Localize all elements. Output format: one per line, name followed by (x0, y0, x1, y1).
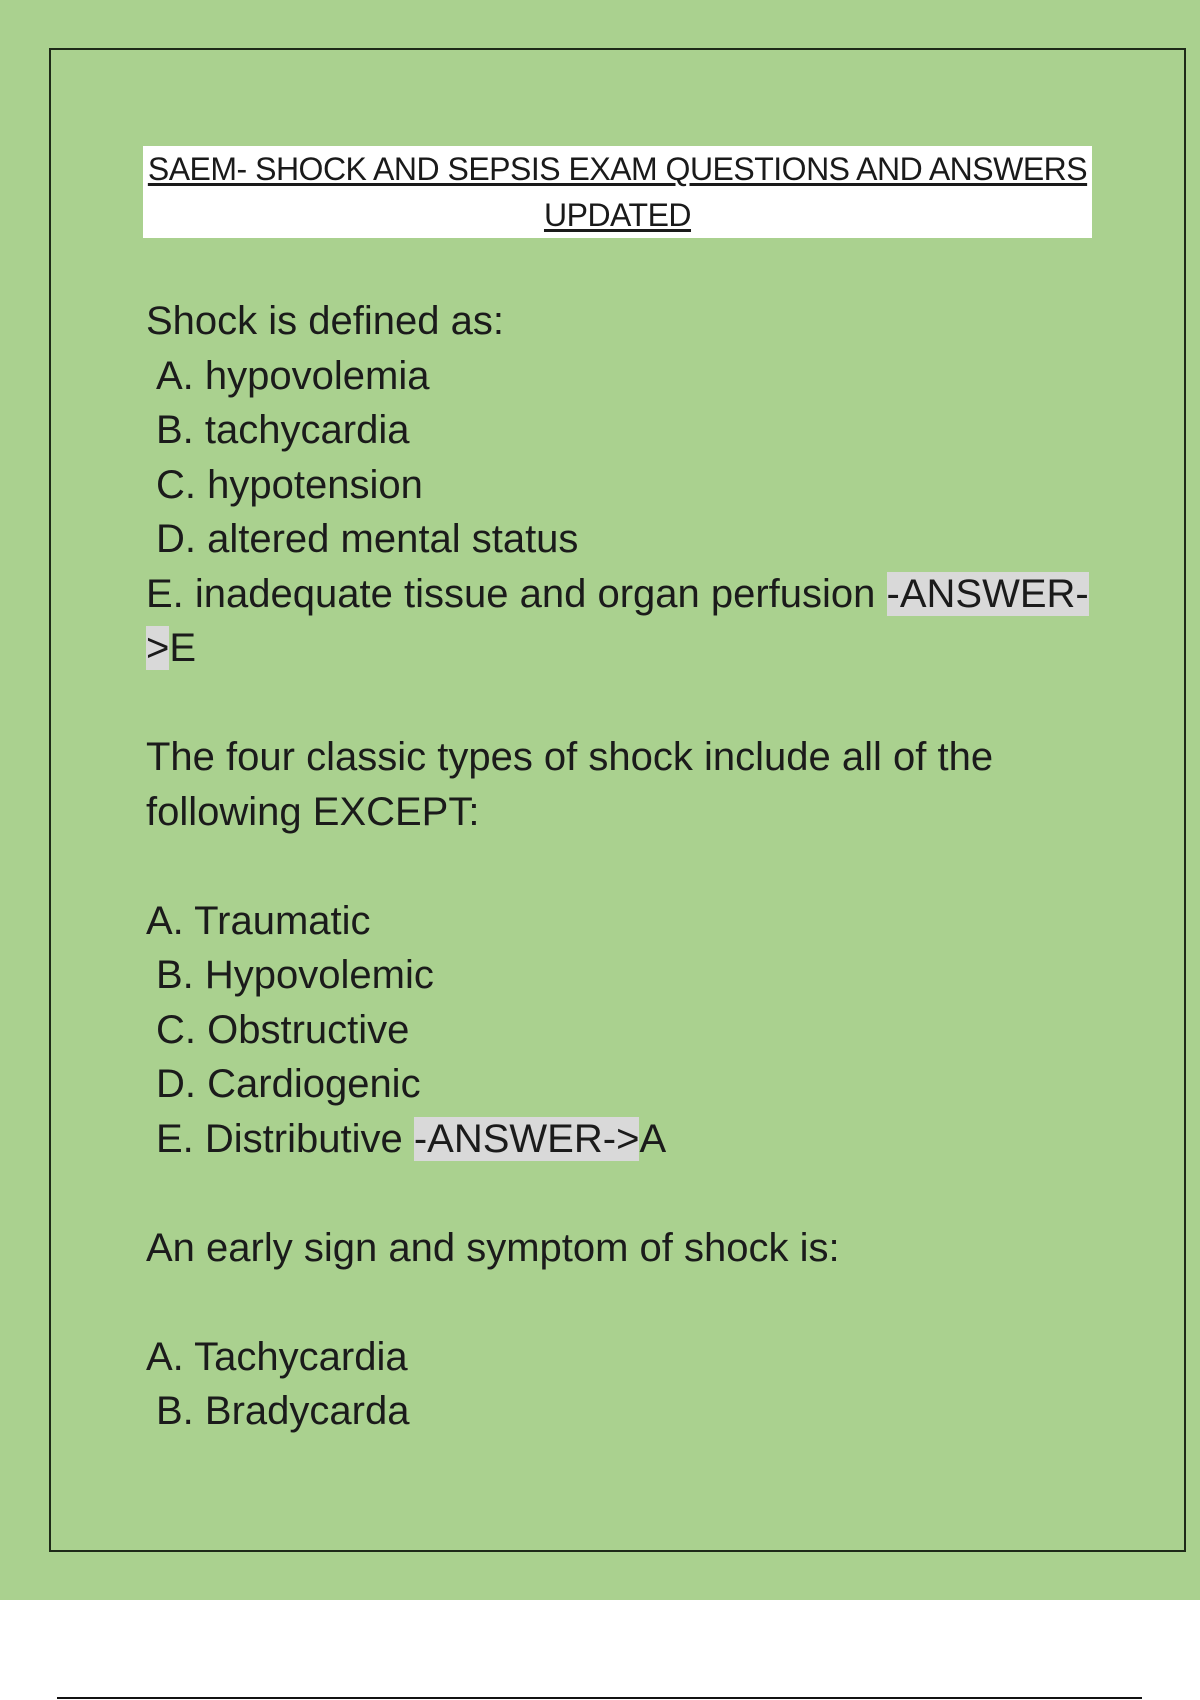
question-2-stem-line-1: The four classic types of shock include all of the (146, 735, 994, 779)
question-1-answer-marker: -ANSWER- (886, 571, 1089, 616)
footer-divider (57, 1697, 1142, 1699)
question-2-option-c: C. Obstructive (156, 1007, 410, 1052)
question-1-option-a: A. hypovolemia (156, 353, 430, 398)
question-2-option-d: D. Cardiogenic (156, 1062, 421, 1106)
question-2-option-b: B. Hypovolemic (156, 953, 434, 997)
question-1-option-e: E. inadequate tissue and organ perfusion (146, 571, 887, 616)
question-2-option-e: E. Distributive (156, 1116, 414, 1161)
question-3-option-b: B. Bradycarda (156, 1389, 410, 1433)
question-2-option-a: A. Traumatic (146, 898, 371, 943)
document-title (143, 146, 1092, 238)
question-1-option-c: C. hypotension (156, 462, 423, 507)
question-1-answer-arrow: > (146, 626, 170, 670)
question-3-stem: An early sign and symptom of shock is: (146, 1225, 840, 1270)
question-3-option-a: A. Tachycardia (146, 1334, 408, 1379)
question-2-answer-letter: A (639, 1116, 667, 1161)
title-line-2: UPDATED (543, 197, 692, 233)
question-1-option-d: D. altered mental status (156, 517, 579, 561)
question-1-stem: Shock is defined as: (146, 299, 504, 343)
question-1-answer-line (146, 621, 1096, 676)
question-1-option-b: B. tachycardia (156, 408, 410, 452)
question-1-answer-letter: E (169, 626, 197, 670)
question-2-answer-marker: -ANSWER-> (413, 1116, 640, 1161)
question-1-option-e-line (146, 567, 1096, 622)
question-2-stem-line-2: following EXCEPT: (146, 789, 480, 834)
question-2-option-e-line (146, 1112, 1096, 1167)
title-line-1: SAEM- SHOCK AND SEPSIS EXAM QUESTIONS AND ANSWERS (147, 151, 1088, 187)
questions-body (146, 294, 1096, 1439)
